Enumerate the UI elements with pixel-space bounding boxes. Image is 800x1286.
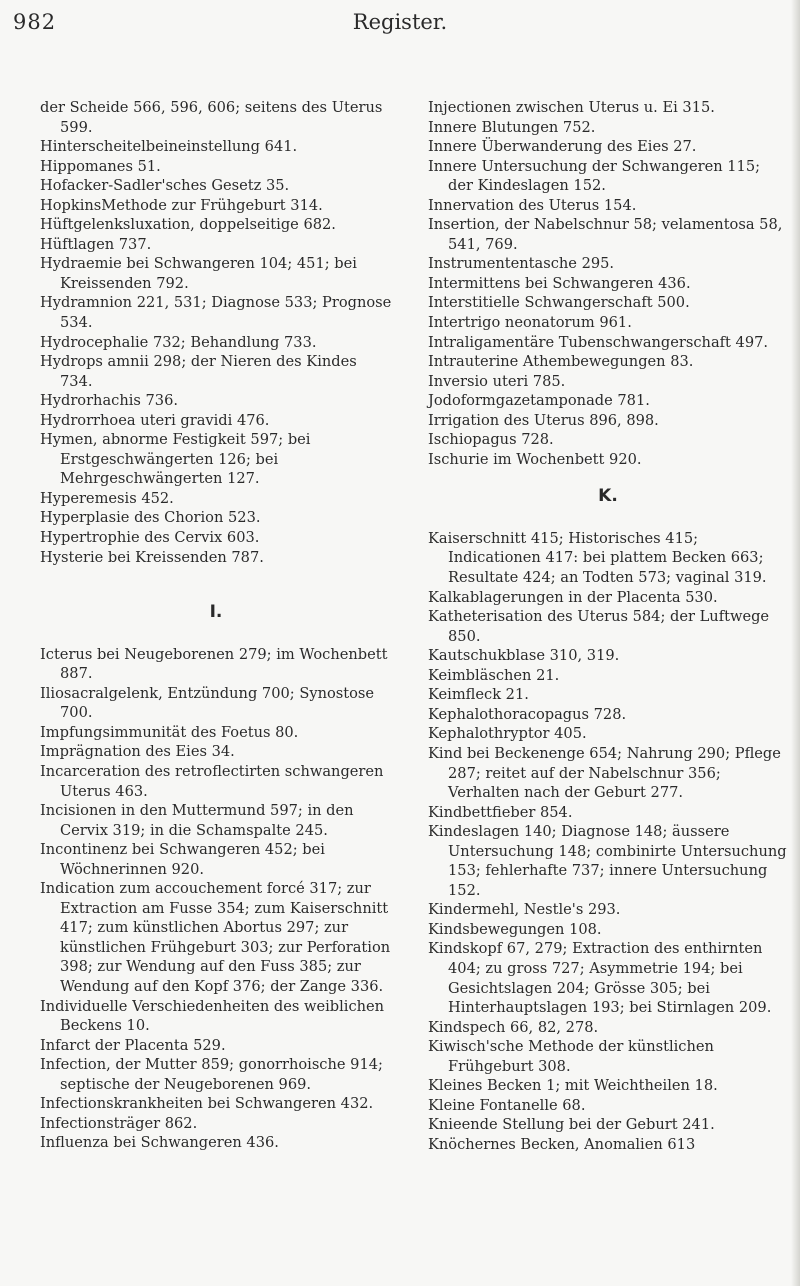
index-entry: Katheterisation des Uterus 584; der Luftwege 850. — [428, 608, 770, 645]
index-entry: Influenza bei Schwangeren 436. — [40, 1134, 279, 1152]
index-entry: Injectionen zwischen Uterus u. Ei 315. — [428, 99, 715, 116]
index-entry: Kiwisch'sche Methode der künstlichen Frühgeburt 308. — [428, 1038, 714, 1075]
index-entry: Kleines Becken 1; mit Weichtheilen 18. — [428, 1077, 718, 1095]
index-entry: Iliosacralgelenk, Entzündung 700; Synostose 700. — [40, 684, 375, 722]
index-entry: Instrumententasche 295. — [428, 255, 615, 273]
index-column-right — [428, 98, 788, 1154]
index-entry: Hydrocephalie 732; Behandlung 733. — [40, 333, 317, 351]
index-entry: Hydrorhachis 736. — [40, 392, 179, 410]
index-entry: Ischiopagus 728. — [428, 431, 554, 449]
index-entry: Knöchernes Becken, Anomalien 613 — [428, 1135, 696, 1153]
index-entry: Hyperplasie des Chorion 523. — [40, 509, 261, 527]
index-entry: Infectionsträger 862. — [40, 1114, 198, 1132]
index-entry: Irrigation des Uterus 896, 898. — [428, 411, 659, 429]
index-entry: Kindermehl, Nestle's 293. — [428, 901, 621, 919]
index-entry: Inversio uteri 785. — [428, 372, 566, 390]
index-entry: Kindeslagen 140; Diagnose 148; äussere Untersuchung 148; combinirte Untersuchung 153; fehlerhafte 737; innere Untersuchung 152. — [428, 823, 787, 899]
running-head: Register. — [352, 10, 448, 34]
index-entry: Hyperemesis 452. — [40, 489, 174, 507]
index-entry: Hydraemie bei Schwangeren 104; 451; bei Kreissenden 792. — [40, 255, 357, 292]
index-entry: Innere Überwanderung des Eies 27. — [428, 138, 697, 156]
index-entry: Intrauterine Athembewegungen 83. — [428, 353, 694, 371]
index-entry: Innervation des Uterus 154. — [428, 196, 637, 214]
index-entry: Kautschukblase 310, 319. — [428, 647, 620, 665]
index-entry: Kindsbewegungen 108. — [428, 920, 602, 938]
index-entry: Intertrigo neonatorum 961. — [428, 314, 632, 332]
index-entry: Kleine Fontanelle 68. — [428, 1096, 586, 1114]
page-header — [0, 8, 800, 40]
index-entry: Infection, der Mutter 859; gonorrhoische 914; septische der Neugeborenen 969. — [40, 1056, 383, 1093]
section-letter-k: K. — [598, 486, 618, 507]
index-column-left — [40, 98, 392, 1153]
index-entry: HopkinsMethode zur Frühgeburt 314. — [40, 196, 323, 214]
index-entry: Hüftlagen 737. — [40, 235, 152, 253]
index-entry: Indication zum accouchement forcé 317; zur Extraction am Fusse 354; zum Kaiserschnitt 417; zum künstlichen Abortus 297; zur künstlichen Frühgeburt 303; zur Perforation 398; zur Wendung auf den Fuss 385; zur Wendung auf den Kopf 376; der Zange 336. — [40, 880, 391, 995]
index-entry: Hypertrophie des Cervix 603. — [40, 529, 260, 547]
index-entry: Hofacker-Sadler'sches Gesetz 35. — [40, 177, 290, 195]
page-number: 982 — [13, 10, 57, 34]
index-entry: Ischurie im Wochenbett 920. — [428, 450, 642, 468]
index-entry: Icterus bei Neugeborenen 279; im Wochenbett 887. — [40, 645, 388, 683]
index-entry: Incontinenz bei Schwangeren 452; bei Wöchnerinnen 920. — [40, 841, 325, 878]
index-entry: Kephalothryptor 405. — [428, 725, 587, 743]
index-entry: Infectionskrankheiten bei Schwangeren 432. — [40, 1095, 374, 1113]
index-entry: Hysterie bei Kreissenden 787. — [40, 548, 264, 566]
index-entry: Hydramnion 221, 531; Diagnose 533; Prognose 534. — [40, 294, 392, 332]
index-entry: Incarceration des retroflectirten schwangeren Uterus 463. — [40, 762, 384, 800]
index-entry: Hüftgelenksluxation, doppelseitige 682. — [40, 216, 336, 234]
index-entry: Knieende Stellung bei der Geburt 241. — [428, 1116, 715, 1134]
index-entry: Interstitielle Schwangerschaft 500. — [428, 294, 690, 312]
index-entry: Kaiserschnitt 415; Historisches 415; Indicationen 417: bei plattem Becken 663; Resultate 424; an Todten 573; vaginal 319. — [428, 529, 767, 587]
index-entry: Infarct der Placenta 529. — [40, 1036, 226, 1054]
index-entry: Hymen, abnorme Festigkeit 597; bei Erstgeschwängerten 126; bei Mehrgeschwängerten 127. — [40, 431, 311, 488]
index-entry: Kindbettfieber 854. — [428, 803, 573, 821]
index-entry: Intraligamentäre Tubenschwangerschaft 497. — [428, 333, 769, 351]
index-entry: der Scheide 566, 596, 606; seitens des Uterus 599. — [40, 99, 383, 136]
index-entry: Kind bei Beckenenge 654; Nahrung 290; Pflege 287; reitet auf der Nabelschnur 356; Verhalten nach der Geburt 277. — [428, 744, 781, 802]
index-entry: Individuelle Verschiedenheiten des weiblichen Beckens 10. — [40, 997, 385, 1035]
index-entry: Keimbläschen 21. — [428, 666, 560, 684]
left-entries-i — [40, 645, 392, 1153]
index-entry: Innere Untersuchung der Schwangeren 115; der Kindeslagen 152. — [428, 157, 761, 195]
index-entry: Hydrops amnii 298; der Nieren des Kindes 734. — [40, 353, 357, 390]
index-entry: Innere Blutungen 752. — [428, 118, 596, 136]
index-entry: Kindskopf 67, 279; Extraction des enthirnten 404; zu gross 727; Asymmetrie 194; bei Gesichtslagen 204; Grösse 305; bei Hinterhauptslagen 193; bei Stirnlagen 209. — [428, 940, 772, 1017]
index-entry: Hinterscheitelbeineinstellung 641. — [40, 138, 298, 156]
index-entry: Keimfleck 21. — [428, 686, 529, 704]
section-letter-i: I. — [209, 602, 223, 623]
index-entry: Kindspech 66, 82, 278. — [428, 1018, 599, 1036]
index-entry: Intermittens bei Schwangeren 436. — [428, 274, 691, 292]
index-entry: Insertion, der Nabelschnur 58; velamentosa 58, 541, 769. — [428, 216, 783, 253]
right-entries-k — [428, 529, 788, 1155]
page-edge-shadow — [791, 0, 800, 1286]
index-entry: Incisionen in den Muttermund 597; in den Cervix 319; in die Schamspalte 245. — [40, 802, 354, 839]
index-entry: Kalkablagerungen in der Placenta 530. — [428, 588, 718, 606]
index-entry: Jodoformgazetamponade 781. — [428, 392, 650, 410]
right-entries-i — [428, 98, 788, 469]
index-entry: Imprägnation des Eies 34. — [40, 743, 235, 761]
index-entry: Kephalothoracopagus 728. — [428, 705, 627, 723]
index-entry: Hippomanes 51. — [40, 157, 161, 175]
index-entry: Impfungsimmunität des Foetus 80. — [40, 723, 299, 741]
index-entry: Hydrorrhoea uteri gravidi 476. — [40, 411, 270, 429]
left-entries-h — [40, 98, 392, 567]
